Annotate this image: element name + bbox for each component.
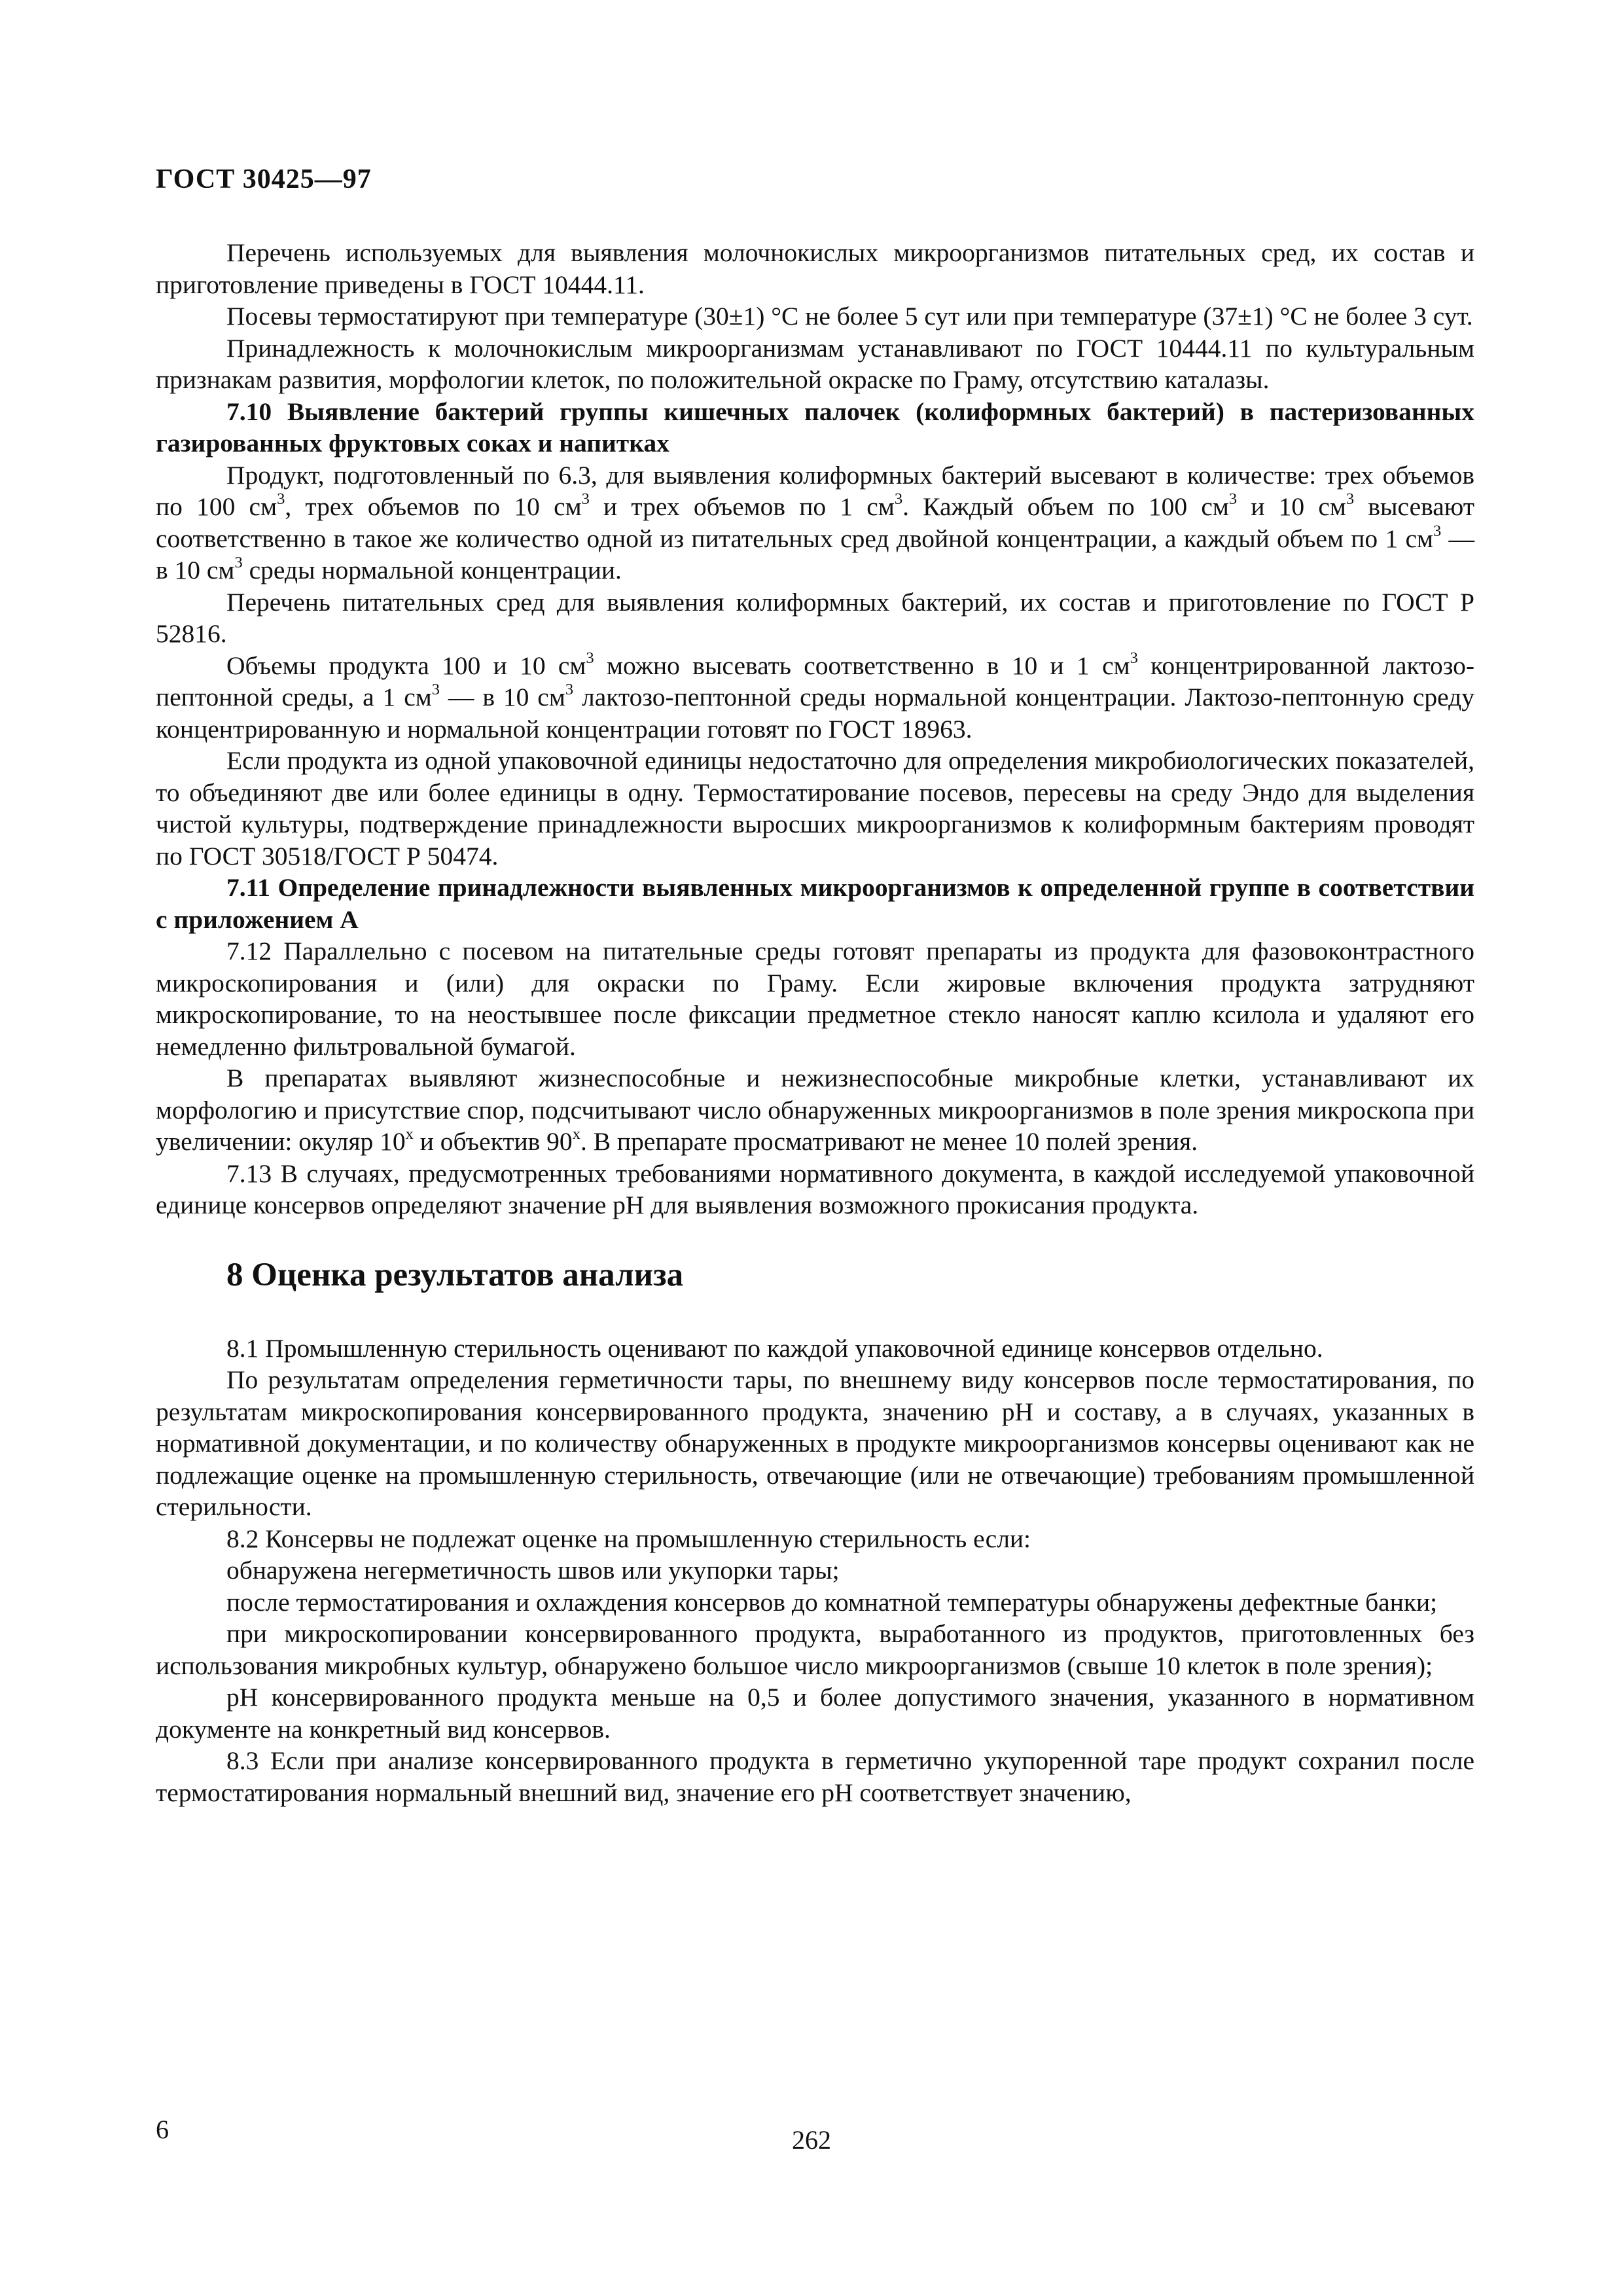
superscript: x (572, 1125, 580, 1143)
paragraph: Перечень используемых для выявления молочнокислых микроорганизмов питательных сред, их состав и приготовление приведены в ГОСТ 10444.11. (156, 238, 1474, 299)
text-run: Продукт, подготовленный по 6.3, для выявления колиформных бактерий высевают в количестве: трех объемов по 100 см (156, 460, 1474, 521)
paragraph: Если продукта из одной упаковочной единицы недостаточно для определения микробиологических показателей, то объединяют две или более единицы в одну. Термостатирование посевов, пересевы на среду Эндо для выделения чистой культуры, подтверждение принадлежности выросших микроорганизмов к колиформным бактериям проводят по ГОСТ 30518/ГОСТ Р 50474. (156, 746, 1474, 870)
text-run: — в 10 см (440, 683, 565, 711)
text-run: и трех объемов по 1 см (589, 492, 895, 521)
superscript: 3 (586, 649, 594, 667)
list-item: обнаружена негерметичность швов или укупорки тары; (226, 1556, 840, 1585)
list-item: pH консервированного продукта меньше на 0,5 и более допустимого значения, указанного в нормативном документе на конкретный вид консервов. (156, 1683, 1474, 1744)
paragraph: 7.12 Параллельно с посевом на питательные среды готовят препараты из продукта для фазовоконтрастного микроскопирования и (или) для окраски по Граму. Если жировые включения продукта затрудняют микроскопирование, то на неостывшее после фиксации предметное стекло наносят каплю ксилола и удаляют его немедленно фильтровальной бумагой. (156, 937, 1474, 1061)
superscript: 3 (1130, 649, 1138, 667)
text-run: , трех объемов по 10 см (285, 492, 582, 521)
paragraph: Посевы термостатируют при температуре (30±1) °С не более 5 сут или при температуре (37±1) °С не более 3 сут. (226, 302, 1473, 331)
superscript: 3 (234, 554, 243, 572)
sheet-number: 262 (792, 2125, 831, 2155)
paragraph (156, 459, 1474, 586)
superscript: 3 (894, 490, 903, 509)
subsection-heading-7-11: 7.11 Определение принадлежности выявленных микроорганизмов к определенной группе в соответствии с приложением А (156, 873, 1474, 934)
subsection-heading-7-10: 7.10 Выявление бактерий группы кишечных палочек (колиформных бактерий) в пастеризованных газированных фруктовых соках и напитках (156, 397, 1474, 457)
superscript: 3 (1433, 522, 1442, 540)
text-run: среды нормальной концентрации. (242, 556, 622, 584)
text-run: В препаратах выявляют жизнеспособные и нежизнеспособные микробные клетки, устанавливают их морфологию и присутствие спор, подсчитывают число обнаруженных микроорганизмов в поле зрения микроскопа при увеличении: окуляр 10 (156, 1064, 1474, 1156)
text-run: — в 10 см (156, 524, 1475, 584)
paragraph: 7.13 В случаях, предусмотренных требованиями нормативного документа, в каждой исследуемой упаковочной единице консервов определяют значение pH для выявления возможного прокисания продукта. (156, 1158, 1474, 1219)
text-run: высевают соответственно в такое же количество одной из питательных сред двойной концентрации, а каждый объем по 1 см (156, 492, 1475, 553)
superscript: 3 (431, 681, 440, 699)
paragraph (156, 650, 1474, 745)
text-run: и объектив 90 (413, 1127, 573, 1156)
text-run: и 10 см (1237, 492, 1346, 521)
text-run: можно высевать соответственно в 10 и 1 см (594, 651, 1130, 680)
list-item: после термостатирования и охлаждения консервов до комнатной температуры обнаружены дефектные банки; (226, 1587, 1438, 1617)
paragraph: 8.2 Консервы не подлежат оценке на промышленную стерильность если: (226, 1524, 1031, 1553)
text-run: лактозо-пептонной среды нормальной концентрации. Лактозо-пептонную среду концентрированную и нормальной концентрации готовят по ГОСТ 18963. (156, 683, 1474, 744)
paragraph: 8.1 Промышленную стерильность оценивают по каждой упаковочной единице консервов отдельно. (226, 1333, 1323, 1363)
section-heading-8: 8 Оценка результатов анализа (226, 1256, 684, 1293)
text-run: . В препарате просматривают не менее 10 полей зрения. (580, 1127, 1198, 1156)
superscript: 3 (1346, 490, 1355, 509)
text-run: . Каждый объем по 100 см (902, 492, 1229, 521)
paragraph: Перечень питательных сред для выявления колиформных бактерий, их состав и приготовление по ГОСТ Р 52816. (156, 587, 1474, 648)
superscript: 3 (1228, 490, 1238, 509)
paragraph: 8.3 Если при анализе консервированного продукта в герметично укупоренной таре продукт сохранил после термостатирования нормальный внешний вид, значение его pH соответствует значению, (156, 1746, 1474, 1807)
paragraph: Принадлежность к молочнокислым микроорганизмам устанавливают по ГОСТ 10444.11 по культуральным признакам развития, морфологии клеток, по положительной окраске по Граму, отсутствию каталазы. (156, 333, 1474, 394)
text-run: Объемы продукта 100 и 10 см (226, 651, 586, 680)
superscript: 3 (277, 490, 285, 509)
document-body (156, 237, 1474, 1808)
superscript: 3 (565, 681, 574, 699)
superscript: 3 (581, 490, 590, 509)
text-run: концентрированной лактозо-пептонной среды, а 1 см (156, 651, 1474, 711)
paragraph (156, 1062, 1474, 1158)
document-code-header: ГОСТ 30425—97 (156, 164, 372, 194)
paragraph: По результатам определения герметичности тары, по внешнему виду консервов после термостатирования, по результатам микроскопирования консервированного продукта, значению pH и составу, а в случаях, указанных в нормативной документации, и по количеству обнаруженных в продукте микроорганизмов консервы оценивают как не подлежащие оценке на промышленную стерильность, отвечающие (или не отвечающие) требованиям промышленной стерильности. (156, 1365, 1474, 1521)
list-item: при микроскопировании консервированного продукта, выработанного из продуктов, приготовленных без использования микробных культур, обнаружено большое число микроорганизмов (свыше 10 клеток в поле зрения); (156, 1619, 1474, 1680)
superscript: x (405, 1125, 414, 1143)
page-number: 6 (156, 2115, 169, 2144)
